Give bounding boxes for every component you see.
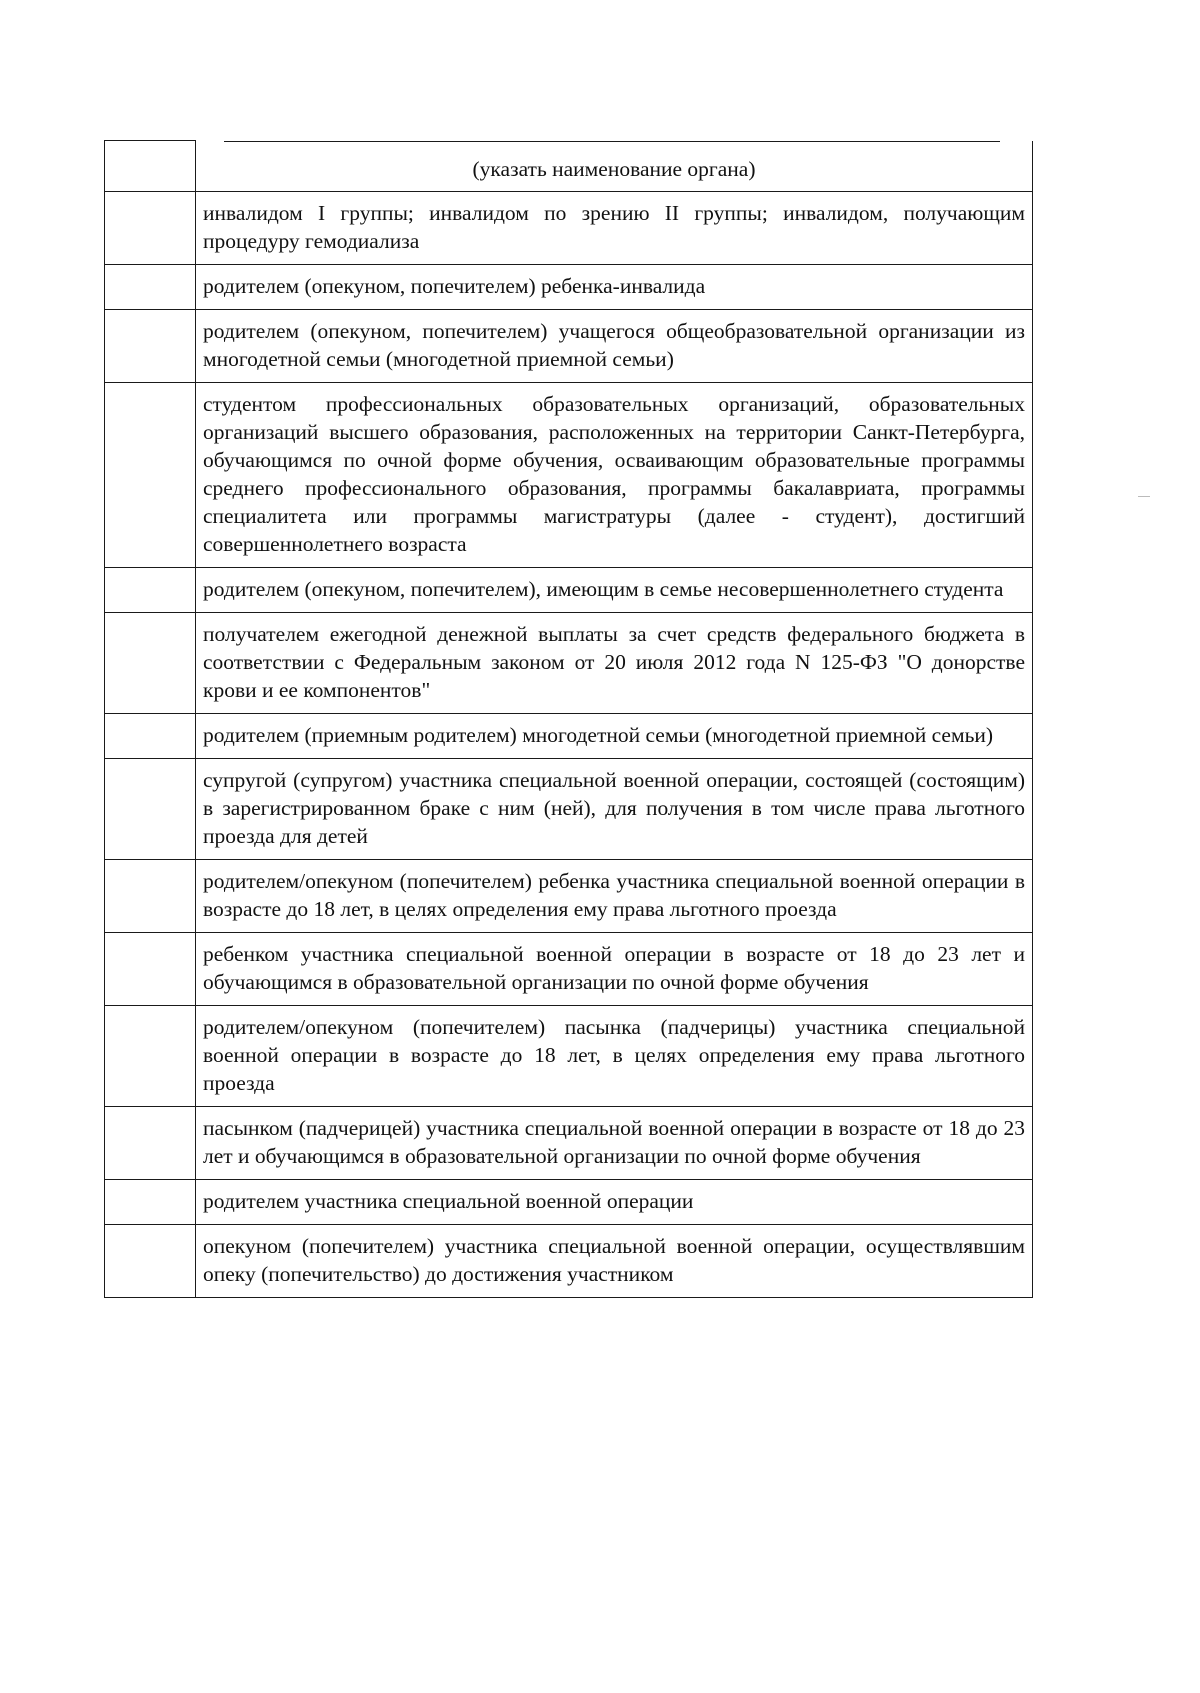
checkbox-cell[interactable]: [105, 191, 196, 264]
category-text: опекуном (попечителем) участника специальной военной операции, осуществлявшим опеку (попечительство) до достижения участником: [196, 1224, 1033, 1297]
category-text: родителем/опекуном (попечителем) пасынка (падчерицы) участника специальной военной операции в возрасте до 18 лет, в целях определения ему права льготного проезда: [196, 1005, 1033, 1106]
scan-artifact-mark: [1138, 496, 1150, 497]
checkbox-cell[interactable]: [105, 264, 196, 309]
organ-caption: (указать наименование органа): [472, 156, 756, 181]
table-row: [105, 1106, 1033, 1179]
table-row: [105, 309, 1033, 382]
checkbox-cell[interactable]: [105, 859, 196, 932]
category-text: студентом профессиональных образовательных организаций, образовательных организаций высшего образования, расположенных на территории Санкт-Петербурга, обучающимся по очной форме обучения, осваивающим образовательные программы среднего профессионального образования, программы бакалавриата, программы специалитета или программы магистратуры (далее - студент), достигший совершеннолетнего возраста: [196, 382, 1033, 567]
checkbox-cell[interactable]: [105, 713, 196, 758]
table-row: [105, 1005, 1033, 1106]
category-text: родителем участника специальной военной операции: [196, 1179, 1033, 1224]
checkbox-cell[interactable]: [105, 1005, 196, 1106]
checkbox-cell[interactable]: [105, 141, 196, 192]
checkbox-cell[interactable]: [105, 309, 196, 382]
category-table: [104, 140, 1033, 1298]
table-row: [105, 1179, 1033, 1224]
table-row: [105, 1224, 1033, 1297]
organ-name-cell: [196, 141, 1033, 192]
category-text: ребенком участника специальной военной операции в возрасте от 18 до 23 лет и обучающимся в образовательной организации по очной форме обучения: [196, 932, 1033, 1005]
checkbox-cell[interactable]: [105, 1224, 196, 1297]
table-row: [105, 382, 1033, 567]
table-row: [105, 859, 1033, 932]
category-text: супругой (супругом) участника специальной военной операции, состоящей (состоящим) в зарегистрированном браке с ним (ней), для получения в том числе права льготного проезда для детей: [196, 758, 1033, 859]
table-row: [105, 758, 1033, 859]
category-text: родителем (опекуном, попечителем) ребенка-инвалида: [196, 264, 1033, 309]
checkbox-cell[interactable]: [105, 612, 196, 713]
category-text: родителем (приемным родителем) многодетной семьи (многодетной приемной семьи): [196, 713, 1033, 758]
checkbox-cell[interactable]: [105, 932, 196, 1005]
table-row: [105, 567, 1033, 612]
category-text: инвалидом I группы; инвалидом по зрению II группы; инвалидом, получающим процедуру гемодиализа: [196, 191, 1033, 264]
category-text: родителем (опекуном, попечителем) учащегося общеобразовательной организации из многодетной семьи (многодетной приемной семьи): [196, 309, 1033, 382]
table-row: [105, 612, 1033, 713]
checkbox-cell[interactable]: [105, 1106, 196, 1179]
checkbox-cell[interactable]: [105, 1179, 196, 1224]
organ-row: [105, 141, 1033, 192]
category-text: родителем/опекуном (попечителем) ребенка участника специальной военной операции в возрасте до 18 лет, в целях определения ему права льготного проезда: [196, 859, 1033, 932]
table-row: [105, 264, 1033, 309]
checkbox-cell[interactable]: [105, 382, 196, 567]
table-row: [105, 932, 1033, 1005]
table-row: [105, 713, 1033, 758]
organ-name-line: [224, 141, 1000, 142]
category-text: пасынком (падчерицей) участника специальной военной операции в возрасте от 18 до 23 лет и обучающимся в образовательной организации по очной форме обучения: [196, 1106, 1033, 1179]
category-text: родителем (опекуном, попечителем), имеющим в семье несовершеннолетнего студента: [196, 567, 1033, 612]
table-row: [105, 191, 1033, 264]
category-text: получателем ежегодной денежной выплаты за счет средств федерального бюджета в соответствии с Федеральным законом от 20 июля 2012 года N 125-ФЗ "О донорстве крови и ее компонентов": [196, 612, 1033, 713]
checkbox-cell[interactable]: [105, 567, 196, 612]
checkbox-cell[interactable]: [105, 758, 196, 859]
